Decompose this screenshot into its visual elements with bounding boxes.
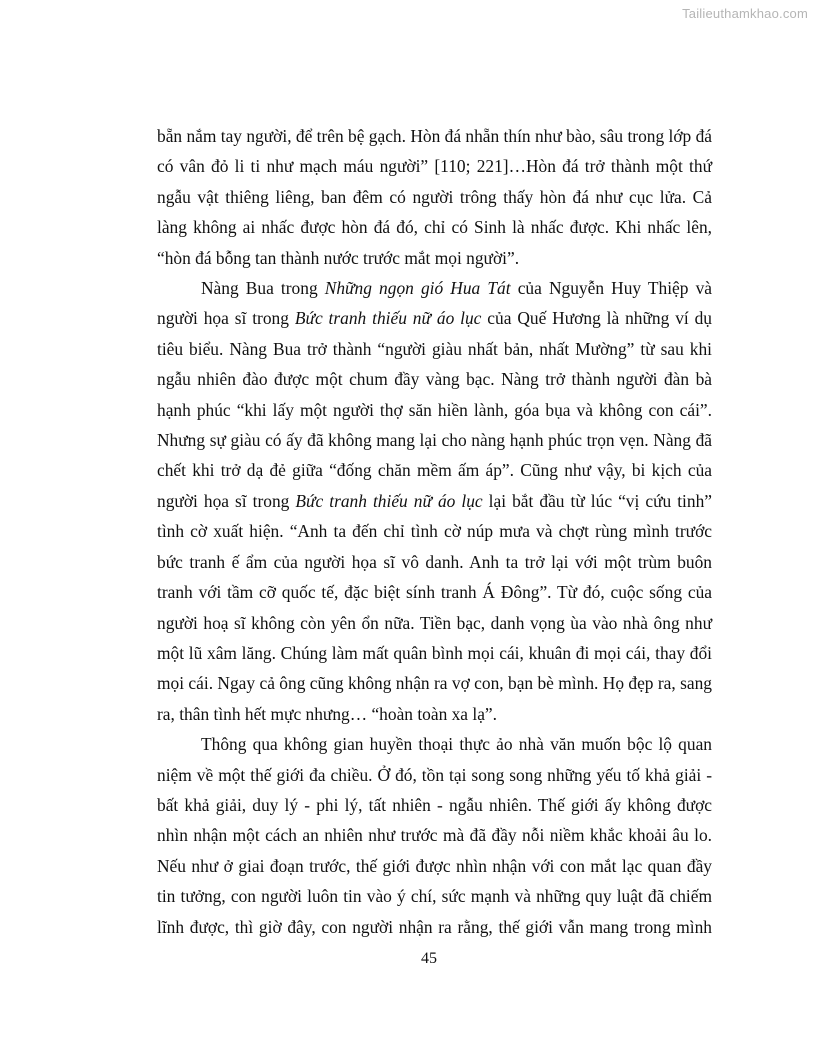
paragraph-2-text: của Quế Hương là những ví dụ tiêu biểu. Nàng Bua trở thành “người giàu nhất bản, nhất Mường” từ sau khi ngẫu nhiên đào được một chum đầy vàng bạc. Nàng trở thành người đàn bà hạnh phúc “khi lấy một người thợ săn hiền lành, góa bụa và không con cái”. Nhưng sự giàu có ấy đã không mang lại cho nàng hạnh phúc trọn vẹn. Nàng đã chết khi trở dạ đẻ giữa “đống chăn mềm ấm áp”. Cũng như vậy, bi kịch của người họa sĩ trong [157, 308, 712, 511]
work-title-buc-tranh: Bức tranh thiếu nữ áo lục [294, 308, 482, 329]
watermark: Tailieuthamkhao.com [682, 6, 808, 21]
paragraph-3: Thông qua không gian huyền thoại thực ảo nhà văn muốn bộc lộ quan niệm về một thế giới đa chiều. Ở đó, tồn tại song song những yếu tố khả giải - bất khả giải, duy lý - phi lý, tất nhiên - ngẫu nhiên. Thế giới ấy không được nhìn nhận một cách an nhiên như trước mà đã đầy nỗi niềm khắc khoải âu lo. Nếu như ở giai đoạn trước, thế giới được nhìn nhận với con mắt lạc quan đầy tin tưởng, con người luôn tin vào ý chí, sức mạnh và những quy luật đã chiếm lĩnh được, thì giờ đây, con người nhận ra rằng, thế giới vẫn mang trong mình [157, 734, 712, 937]
document-body [157, 121, 712, 942]
page-number: 45 [421, 950, 437, 967]
paragraph-2 [157, 273, 712, 729]
paragraph-2-text: của Nguyễn Huy Thiệp và người họa sĩ trong [157, 278, 712, 329]
paragraph-2-text: lại bắt đầu từ lúc “vị cứu tinh” tình cờ xuất hiện. “Anh ta đến chỉ tình cờ núp mưa và chợt rùng mình trước bức tranh ế ẩm của người họa sĩ vô danh. Anh ta trở lại với một trùm buôn tranh với tầm cỡ quốc tế, đặc biệt sính tranh Á Đông”. Từ đó, cuộc sống của người hoạ sĩ không còn yên ổn nữa. Tiền bạc, danh vọng ùa vào nhà ông như một lũ xâm lăng. Chúng làm mất quân bình mọi cái, khuân đi mọi cái, thay đổi mọi cái. Ngay cả ông cũng không nhận ra vợ con, bạn bè mình. Họ đẹp ra, sang ra, thân tình hết mực nhưng… “hoàn toàn xa lạ”. [157, 490, 712, 724]
work-title-hua-tat: Những ngọn gió Hua Tát [324, 278, 511, 299]
paragraph-2-text: Nàng Bua trong [201, 278, 325, 299]
paragraph-1: bẵn nắm tay người, để trên bệ gạch. Hòn đá nhẵn thín như bào, sâu trong lớp đá có vân đỏ li ti như mạch máu người” [110; 221]…Hòn đá trở thành một thứ ngẫu vật thiêng liêng, ban đêm có người trông thấy hòn đá như cục lửa. Cả làng không ai nhấc được hòn đá đó, chỉ có Sinh là nhấc được. Khi nhấc lên, “hòn đá bỗng tan thành nước trước mắt mọi người”. [157, 126, 712, 268]
work-title-buc-tranh: Bức tranh thiếu nữ áo lục [295, 490, 483, 511]
